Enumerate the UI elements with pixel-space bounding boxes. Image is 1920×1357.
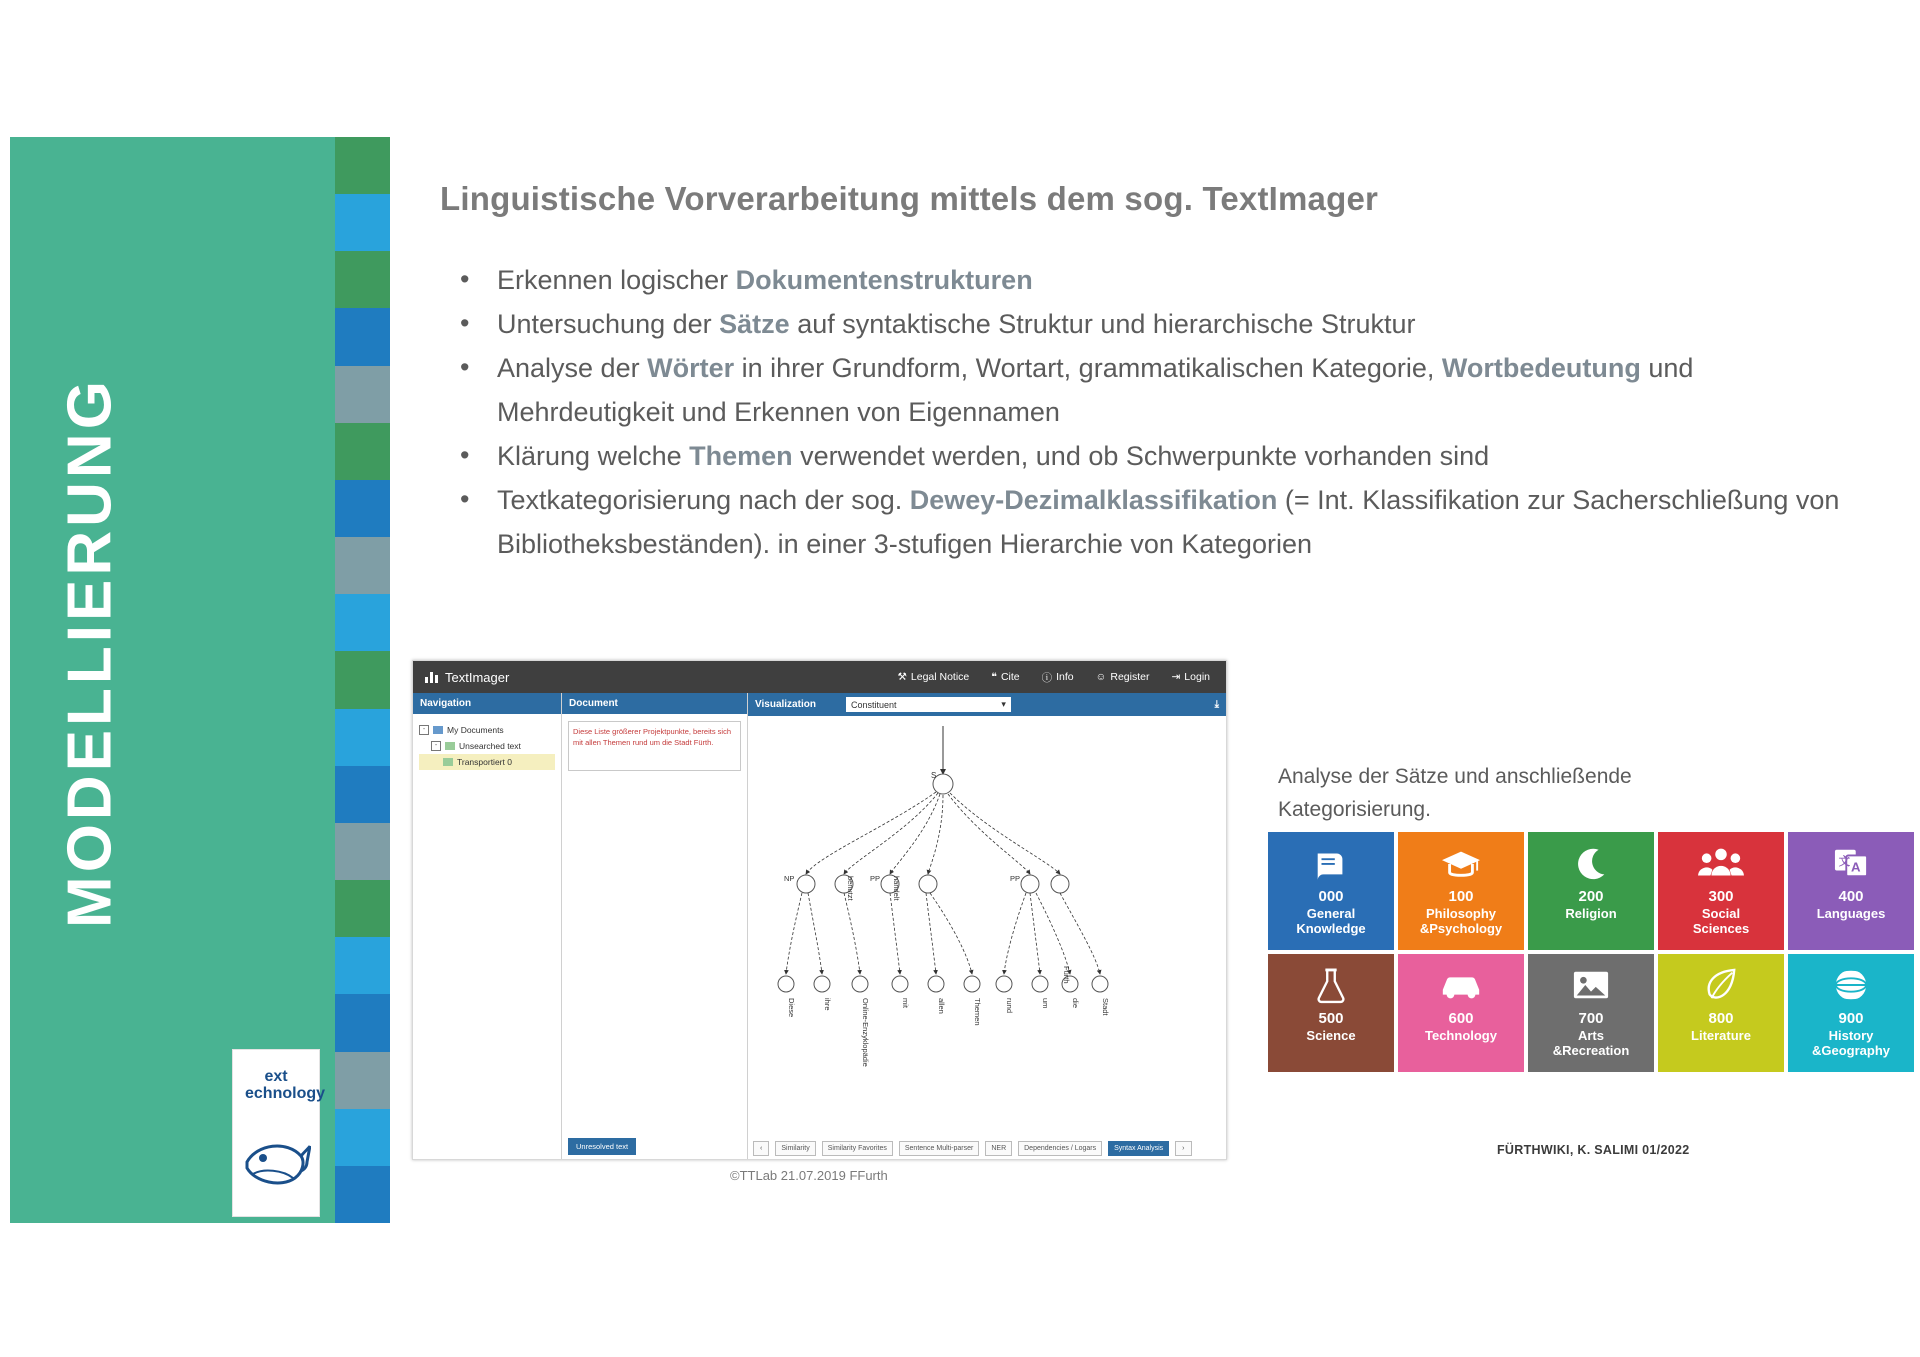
ddc-label: Languages	[1816, 906, 1886, 921]
highlight-term: Themen	[689, 441, 793, 471]
visualization-panel	[748, 693, 1226, 1160]
globe-icon	[1788, 954, 1914, 1010]
crescent-moon-icon	[1528, 832, 1654, 888]
prev-tab-arrow[interactable]: ‹	[753, 1141, 769, 1156]
ddc-label: General Knowledge	[1296, 906, 1366, 936]
color-stripe	[335, 823, 390, 880]
menu-icon: ⇥	[1171, 671, 1181, 683]
ddc-category-cell	[1398, 954, 1524, 1072]
ddc-category-cell	[1658, 832, 1784, 950]
logo-text	[233, 1068, 326, 1102]
color-stripe	[335, 1109, 390, 1166]
left-sidebar	[10, 137, 335, 1223]
highlight-term: Wortbedeutung	[1441, 353, 1641, 383]
ddc-label: History &Geography	[1811, 1028, 1890, 1058]
car-icon	[1398, 954, 1524, 1010]
svg-text:PP: PP	[870, 874, 881, 883]
unresolved-text-button[interactable]: Unresolved text	[568, 1138, 636, 1155]
svg-text:handelt: handelt	[892, 876, 901, 901]
credit-line: FÜRTHWIKI, K. SALIMI 01/2022	[1497, 1143, 1690, 1157]
logo	[232, 1049, 326, 1217]
color-stripe	[335, 537, 390, 594]
svg-text:Diese: Diese	[787, 998, 796, 1018]
color-stripe	[335, 194, 390, 251]
image-icon	[1528, 954, 1654, 1010]
screenshot-caption: ©TTLab 21.07.2019 FFurth	[730, 1168, 888, 1183]
visualization-tab[interactable]: Similarity	[775, 1141, 815, 1156]
ddc-category-grid	[1268, 832, 1918, 1072]
svg-text:Stadt: Stadt	[1101, 998, 1110, 1016]
svg-text:PP: PP	[1010, 874, 1021, 883]
svg-text:benutzt: benutzt	[846, 876, 855, 901]
highlight-term: Dewey-Dezimalklassifikation	[909, 485, 1278, 515]
navigation-tree[interactable]	[413, 714, 561, 778]
ddc-category-cell	[1268, 832, 1394, 950]
color-stripe	[335, 594, 390, 651]
bullet-text: in ihrer Grundform, Wortart, grammatikalischen Kategorie,	[734, 353, 1442, 383]
download-icon[interactable]: ⤓	[1214, 699, 1219, 710]
document-panel-title: Document	[562, 693, 747, 714]
color-stripe	[335, 1052, 390, 1109]
color-stripe	[335, 423, 390, 480]
tree-item[interactable]	[419, 738, 555, 754]
highlight-term: Wörter	[647, 353, 735, 383]
svg-text:Themen: Themen	[973, 998, 982, 1026]
svg-text:allen: allen	[937, 998, 946, 1014]
ddc-number: 000	[1318, 888, 1344, 905]
menu-item-label: Cite	[1000, 671, 1020, 683]
visualization-tab[interactable]: Sentence Multi-parser	[899, 1141, 979, 1156]
ddc-label: Technology	[1425, 1028, 1497, 1043]
highlight-term: Dokumentenstrukturen	[735, 265, 1033, 295]
menu-item-label: Info	[1056, 671, 1074, 683]
ddc-label: Religion	[1565, 906, 1617, 921]
svg-text:ihre: ihre	[823, 998, 832, 1011]
svg-text:um: um	[1041, 998, 1050, 1009]
ddc-number: 200	[1578, 888, 1604, 905]
bullet-item	[440, 346, 1840, 434]
bullet-text: (= Int. Klassifikation zur Sacherschließung von Bibliotheksbeständen). in einer 3-stufigen Hierarchie von Kategorien	[497, 485, 1840, 559]
app-title: TextImager	[445, 669, 510, 685]
flask-icon	[1268, 954, 1394, 1010]
menu-item-cite[interactable]	[991, 671, 1019, 683]
slide-content	[440, 180, 1840, 566]
chart-bars-icon	[425, 671, 439, 683]
leaf-icon	[1658, 954, 1784, 1010]
expand-icon[interactable]: -	[431, 741, 441, 751]
next-tab-arrow[interactable]: ›	[1175, 1141, 1191, 1156]
visualization-tab[interactable]: Dependencies / Logars	[1018, 1141, 1102, 1156]
visualization-select-value: Constituent	[850, 699, 897, 710]
highlight-term: Sätze	[719, 309, 790, 339]
color-stripe	[335, 880, 390, 937]
ddc-number: 100	[1448, 888, 1474, 905]
bullet-text: Klärung welche	[497, 441, 690, 471]
bullet-text: und Mehrdeutigkeit und Erkennen von Eigennamen	[497, 353, 1694, 427]
ddc-number: 500	[1318, 1010, 1344, 1027]
people-icon	[1658, 832, 1784, 888]
fish-logo-icon	[243, 1122, 311, 1194]
visualization-tab[interactable]: Similarity Favorites	[822, 1141, 893, 1156]
bullet-item	[440, 302, 1840, 346]
bullet-text: Untersuchung der	[497, 309, 720, 339]
visualization-select[interactable]	[846, 697, 1011, 712]
svg-text:文: 文	[1838, 855, 1851, 868]
svg-text:A: A	[1851, 859, 1861, 875]
ddc-label: Philosophy &Psychology	[1419, 906, 1503, 936]
visualization-tab[interactable]: NER	[985, 1141, 1012, 1156]
color-stripe	[335, 994, 390, 1051]
ddc-number: 600	[1448, 1010, 1474, 1027]
color-stripe	[335, 366, 390, 423]
color-stripe	[335, 308, 390, 365]
ddc-number: 400	[1838, 888, 1864, 905]
app-brand	[425, 670, 509, 685]
ddc-number: 700	[1578, 1010, 1604, 1027]
ddc-category-cell	[1398, 832, 1524, 950]
bullet-text: auf syntaktische Struktur und hierarchische Struktur	[789, 309, 1416, 339]
color-stripe	[335, 766, 390, 823]
textimager-screenshot	[412, 660, 1227, 1160]
menu-item-register[interactable]	[1096, 671, 1150, 683]
navigation-panel-title: Navigation	[413, 693, 561, 714]
logo-line2: echnology	[245, 1085, 326, 1102]
folder-icon	[443, 758, 453, 766]
ddc-number: 900	[1838, 1010, 1864, 1027]
bullet-text: verwendet werden, und ob Schwerpunkte vorhanden sind	[792, 441, 1490, 471]
color-stripe	[335, 480, 390, 537]
menu-item-label: Login	[1184, 671, 1210, 683]
folder-icon	[445, 742, 455, 750]
svg-text:S: S	[931, 771, 937, 780]
ddc-category-cell	[1788, 954, 1914, 1072]
app-body	[413, 693, 1226, 1160]
bullet-item	[440, 478, 1840, 566]
svg-text:Online-Enzyklopädie: Online-Enzyklopädie	[861, 998, 870, 1067]
ddc-category-cell	[1788, 832, 1914, 950]
expand-icon[interactable]: -	[419, 725, 429, 735]
app-menu	[897, 670, 1214, 685]
menu-item-label: Legal Notice	[910, 671, 970, 683]
menu-item-label: Register	[1110, 671, 1150, 683]
book-icon	[1268, 832, 1394, 888]
bullet-text: Analyse der	[497, 353, 648, 383]
chevron-down-icon: ▾	[1001, 699, 1006, 709]
ddc-category-cell	[1528, 954, 1654, 1072]
menu-icon: ⓘ	[1041, 671, 1053, 684]
ddc-label: Arts &Recreation	[1552, 1028, 1630, 1058]
color-stripe	[335, 137, 390, 194]
color-stripe	[335, 251, 390, 308]
visualization-footer-tabs	[753, 1141, 1221, 1156]
logo-line1: ext	[264, 1068, 288, 1085]
ddc-label: Science	[1306, 1028, 1356, 1043]
graduation-cap-icon	[1398, 832, 1524, 888]
tree-item-selected[interactable]	[419, 754, 555, 770]
bullet-item	[440, 434, 1840, 478]
menu-icon: ⚒	[897, 671, 907, 683]
color-stripe	[335, 709, 390, 766]
menu-icon: ❝	[991, 671, 997, 683]
menu-item-login[interactable]	[1171, 671, 1210, 683]
ddc-label: Social Sciences	[1692, 906, 1750, 936]
ddc-category-cell	[1658, 954, 1784, 1072]
color-stripe	[335, 651, 390, 708]
document-panel	[562, 693, 748, 1160]
color-stripe	[335, 937, 390, 994]
bullet-text: Erkennen logischer	[497, 265, 736, 295]
tree-label: Transportiert 0	[457, 757, 512, 767]
color-stripe	[335, 1166, 390, 1223]
translate-icon	[1788, 832, 1914, 888]
navigation-panel	[413, 693, 562, 1160]
sidebar-title: MODELLIERUNG	[55, 377, 125, 928]
ddc-number: 300	[1708, 888, 1734, 905]
menu-icon: ☺	[1095, 671, 1107, 683]
ddc-number: 800	[1708, 1010, 1734, 1027]
visualization-title-label: Visualization	[755, 699, 816, 710]
menu-item-legal-notice[interactable]	[897, 671, 969, 683]
visualization-panel-title	[748, 693, 1226, 716]
color-stripe-column	[335, 137, 390, 1223]
app-topbar	[413, 661, 1226, 693]
constituency-tree	[748, 716, 1138, 1116]
bullet-item	[440, 258, 1840, 302]
ddc-label: Literature	[1691, 1028, 1751, 1043]
page-title: Linguistische Vorverarbeitung mittels dem sog. TextImager	[440, 180, 1379, 217]
svg-text:Fürth: Fürth	[1062, 966, 1071, 984]
svg-text:NP: NP	[784, 874, 795, 883]
bullet-text: Textkategorisierung nach der sog.	[497, 485, 910, 515]
bullet-list	[440, 258, 1840, 566]
folder-icon	[433, 726, 443, 734]
menu-item-info[interactable]	[1042, 670, 1074, 685]
tree-label: Unsearched text	[459, 741, 521, 751]
document-text: Diese Liste größerer Projektpunkte, bereits sich mit allen Themen rund um die Stadt Fürth.	[568, 721, 741, 771]
tree-item[interactable]	[419, 722, 555, 738]
svg-text:rund: rund	[1005, 998, 1014, 1014]
ddc-category-cell	[1268, 954, 1394, 1072]
ddc-category-cell	[1528, 832, 1654, 950]
svg-text:die: die	[1071, 998, 1080, 1009]
analysis-note: Analyse der Sätze und anschließende Kategorisierung.	[1278, 765, 1632, 821]
tree-label: My Documents	[447, 725, 504, 735]
svg-text:mit: mit	[901, 998, 910, 1008]
visualization-tab[interactable]: Syntax Analysis	[1108, 1141, 1169, 1156]
